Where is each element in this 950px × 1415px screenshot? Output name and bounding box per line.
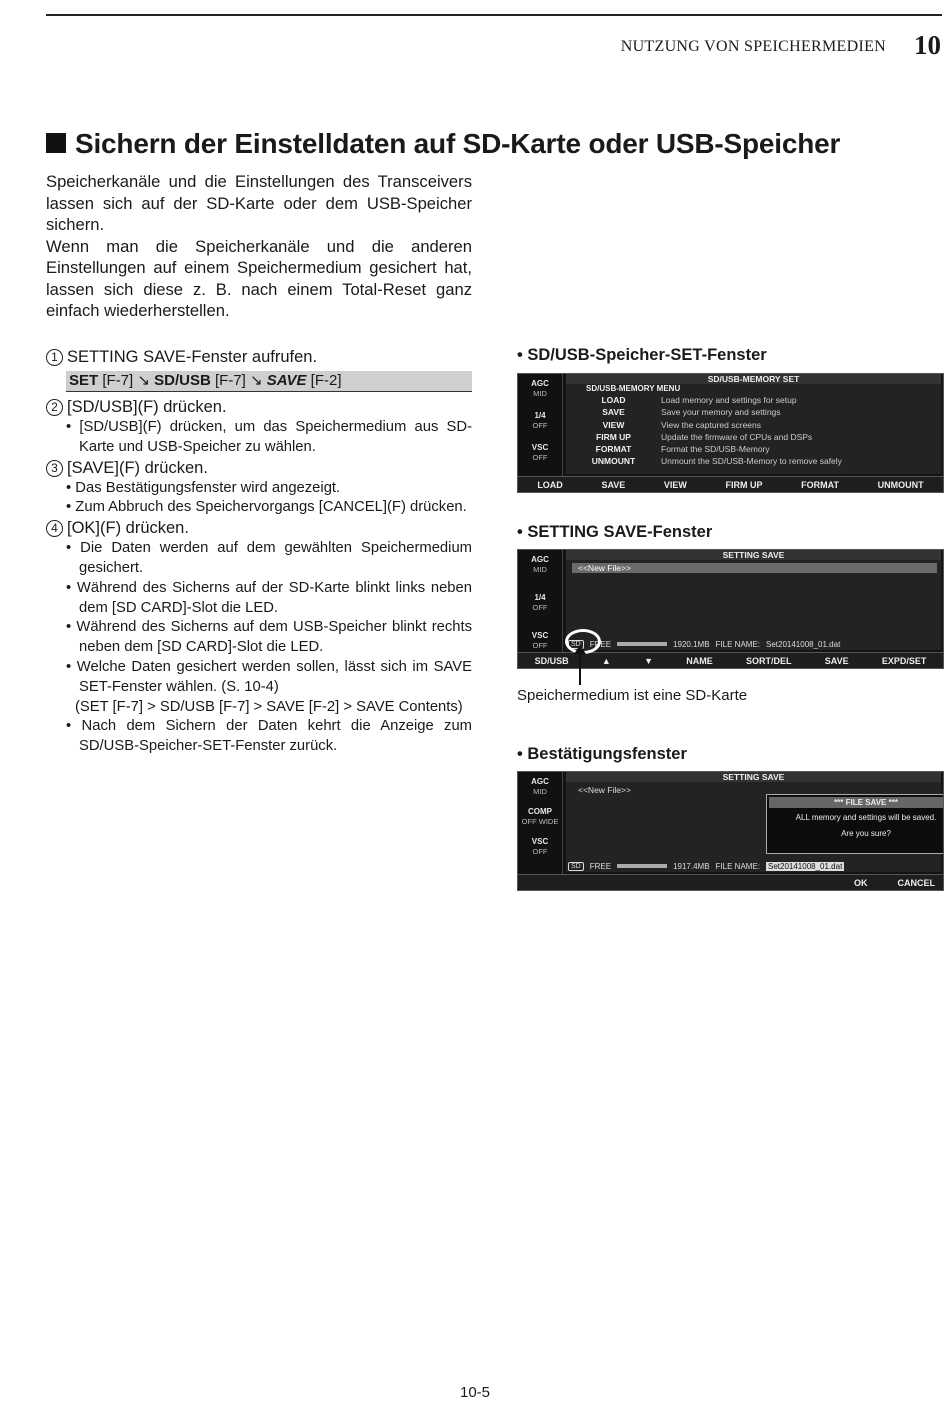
key-f7: [F-7] [102, 372, 134, 389]
fkey-name[interactable]: NAME [686, 655, 713, 666]
intro-paragraph: Wenn man die Speicherkanäle und die anderen Einstellungen auf einem Speichermedium gesichert hat, lassen sich diese z. B. nach einem Total-Reset ganz einfach wiederherstellen. [46, 236, 472, 320]
menu-row-firmup[interactable]: FIRM UP Update the firmware of CPUs and DSPs [596, 431, 813, 442]
file-name-label: FILE NAME: [715, 639, 760, 649]
menu-row-format[interactable]: FORMAT Format the SD/USB-Memory [595, 444, 770, 455]
step-number: 3 [46, 460, 63, 477]
step-number: 2 [46, 399, 63, 416]
free-size: 1917.4MB [673, 861, 710, 871]
screen-sidebar [518, 550, 563, 652]
dialog-title: *** FILE SAVE *** [769, 797, 944, 808]
bullet-item: • Während des Sicherns auf der SD-Karte blinkt links neben dem [SD CARD]-Slot die LED. [66, 579, 472, 616]
fkey-sdusb[interactable]: SD/USB [534, 655, 569, 666]
bullet-item: • Das Bestätigungsfenster wird angezeigt. [66, 479, 341, 496]
screen-title: SETTING SAVE [566, 550, 941, 560]
file-list-new-file[interactable]: <<New File>> [572, 563, 937, 573]
step-1 [46, 347, 472, 368]
free-label: FREE [589, 861, 612, 871]
step-2 [46, 397, 472, 418]
function-key-bar [518, 874, 943, 890]
step-text: [SD/USB](F) drücken. [67, 398, 227, 416]
fkey-firmup[interactable]: FIRM UP [725, 479, 763, 490]
arrow-icon: ↘ [137, 372, 150, 389]
caption-confirmation: • Bestätigungsfenster [517, 745, 687, 763]
key-save: SAVE [266, 372, 307, 389]
file-save-dialog [766, 794, 944, 854]
side-vsc: VSC OFF [531, 837, 549, 856]
bullet-item: • Welche Daten gesichert werden sollen, lässt sich im SAVE SET-Fenster wählen. (S. 10-4) [66, 658, 472, 695]
fkey-sortdel[interactable]: SORT/DEL [745, 655, 792, 666]
free-label: FREE [589, 639, 612, 649]
fkey-cancel[interactable]: CANCEL [897, 877, 935, 888]
side-vsc: VSC OFF [531, 631, 549, 650]
file-name-label: FILE NAME: [715, 861, 760, 871]
screen-title: SD/USB-MEMORY SET [566, 374, 941, 384]
free-size: 1920.1MB [673, 639, 710, 649]
fkey-save[interactable]: SAVE [824, 655, 849, 666]
step-number: 1 [46, 349, 63, 366]
bullet-text: Welche Daten gesichert werden sollen, lässt sich im SAVE SET-Fenster wählen. (S. 10-4) [76, 658, 472, 695]
caption-setting-save: • SETTING SAVE-Fenster [517, 523, 713, 541]
screen-panel [566, 550, 941, 650]
page-number: 10-5 [459, 1384, 491, 1401]
side-agc: AGC MID [531, 379, 549, 398]
bullet-item: • Die Daten werden auf dem gewählten Speichermedium gesichert. [66, 540, 472, 576]
bullet-item: • Zum Abbruch des Speichervorgangs [CANCEL](F) drücken. [66, 499, 467, 516]
chapter-number: 10 [914, 30, 941, 60]
step-4 [46, 518, 472, 539]
side-agc: AGC MID [531, 555, 549, 574]
bullet-item: • [SD/USB](F) drücken, um das Speichermedium aus SD-Karte und USB-Speicher zu wählen. [66, 419, 473, 455]
step-number: 4 [46, 520, 63, 537]
function-key-bar [518, 476, 943, 492]
status-line [568, 860, 939, 872]
free-space-meter [617, 642, 667, 646]
sd-indicator: SD [568, 640, 584, 649]
arrow-icon: ↘ [250, 372, 263, 389]
step-text: [SAVE](F) drücken. [67, 458, 208, 477]
fkey-save[interactable]: SAVE [601, 479, 626, 490]
side-vsc: VSC OFF [531, 443, 549, 462]
file-name-value: Set20141008_01.dat [766, 639, 841, 649]
screen-sidebar [518, 772, 563, 874]
menu-row-save[interactable]: SAVE Save your memory and settings [602, 407, 781, 418]
side-att: 1/4 OFF [532, 411, 548, 430]
top-rule [46, 14, 942, 16]
fkey-format[interactable]: FORMAT [801, 479, 839, 490]
side-att: 1/4 OFF [532, 593, 548, 612]
fkey-unmount[interactable]: UNMOUNT [877, 479, 924, 490]
fkey-view[interactable]: VIEW [663, 479, 687, 490]
fkey-load[interactable]: LOAD [537, 479, 563, 490]
file-list-new-file[interactable]: <<New File>> [578, 785, 631, 795]
pointer-line [579, 649, 581, 685]
function-key-bar [518, 652, 943, 668]
section-title-text: Sichern der Einstelldaten auf SD-Karte oder USB-Speicher [75, 128, 841, 159]
bullet-text: Während des Sicherns auf dem USB-Speicher blinkt rechts neben dem [SD CARD]-Slot die LED. [76, 619, 472, 656]
menu-row-load[interactable]: LOAD Load memory and settings for setup [601, 395, 797, 405]
bullet-text: [SD/USB](F) drücken, um das Speichermedium aus SD-Karte und USB-Speicher zu wählen. [79, 419, 473, 455]
key-f7: [F-7] [214, 372, 246, 389]
section-title [46, 128, 840, 160]
screenshot-confirmation [517, 771, 944, 891]
status-line [568, 638, 939, 650]
menu-row-unmount[interactable]: UNMOUNT Unmount the SD/USB-Memory to remove safely [591, 456, 842, 467]
bullet-text: (SET [F-7] > SD/USB [F-7] > SAVE [F-2] > SAVE Contents) [75, 698, 463, 715]
fkey-expdset[interactable]: EXPD/SET [881, 655, 927, 666]
key-sequence-bar [66, 371, 472, 392]
menu-row-view[interactable]: VIEW View the captured screens [602, 419, 762, 430]
key-f2: [F-2] [310, 372, 342, 389]
menu-title: SD/USB-MEMORY MENU [586, 384, 681, 393]
fkey-ok[interactable]: OK [854, 877, 868, 888]
dialog-message: ALL memory and settings will be saved. [795, 813, 937, 822]
free-space-meter [617, 864, 667, 868]
screenshot-sdusb-memory-set [517, 373, 944, 493]
file-name-value: Set20141008_01.dat [768, 861, 843, 871]
fkey-down-arrow[interactable]: ▼ [644, 655, 653, 666]
screen-title: SETTING SAVE [566, 772, 941, 782]
key-set: SET [69, 372, 99, 389]
step-text: SETTING SAVE-Fenster aufrufen. [67, 348, 318, 366]
screen-sidebar [518, 374, 563, 476]
side-comp: COMP OFF WIDE [521, 807, 559, 826]
key-sdusb: SD/USB [154, 372, 211, 389]
bullet-item: • Nach dem Sichern der Daten kehrt die Anzeige zum SD/USB-Speicher-SET-Fenster zurück. [66, 718, 473, 755]
bullet-item [46, 698, 472, 718]
fkey-up-arrow[interactable]: ▲ [601, 655, 611, 666]
sd-card-note: Speichermedium ist eine SD-Karte [517, 687, 748, 704]
square-bullet-icon [46, 133, 66, 153]
side-agc: AGC MID [531, 777, 549, 796]
screen-panel [566, 374, 941, 474]
running-head: NUTZUNG VON SPEICHERMEDIEN [620, 38, 886, 55]
bullet-text: Die Daten werden auf dem gewählten Speichermedium gesichert. [79, 540, 472, 576]
bullet-text: Das Bestätigungsfenster wird angezeigt. [75, 479, 341, 496]
dialog-question: Are you sure? [841, 829, 891, 838]
bullet-text: Während des Sicherns auf der SD-Karte blinkt links neben dem [SD CARD]-Slot die LED. [76, 579, 472, 616]
bullet-item: • Während des Sicherns auf dem USB-Speicher blinkt rechts neben dem [SD CARD]-Slot die LED. [66, 619, 472, 656]
intro-paragraph: Speicherkanäle und die Einstellungen des Transceivers lassen sich auf der SD-Karte oder dem USB-Speicher sichern. [46, 172, 472, 234]
screen-panel [566, 772, 941, 872]
intro-text [46, 171, 472, 322]
bullet-text: Nach dem Sichern der Daten kehrt die Anzeige zum SD/USB-Speicher-SET-Fenster zurück. [79, 718, 473, 755]
step-text: [OK](F) drücken. [67, 519, 189, 538]
bullet-list [46, 539, 472, 757]
bullet-list [46, 418, 472, 458]
caption-sdusb-set: • SD/USB-Speicher-SET-Fenster [517, 346, 767, 364]
bullet-list [46, 479, 472, 519]
instruction-steps [46, 347, 472, 757]
bullet-text: Zum Abbruch des Speichervorgangs [CANCEL](F) drücken. [75, 499, 467, 516]
sd-indicator: SD [568, 862, 584, 871]
step-3 [46, 458, 472, 479]
